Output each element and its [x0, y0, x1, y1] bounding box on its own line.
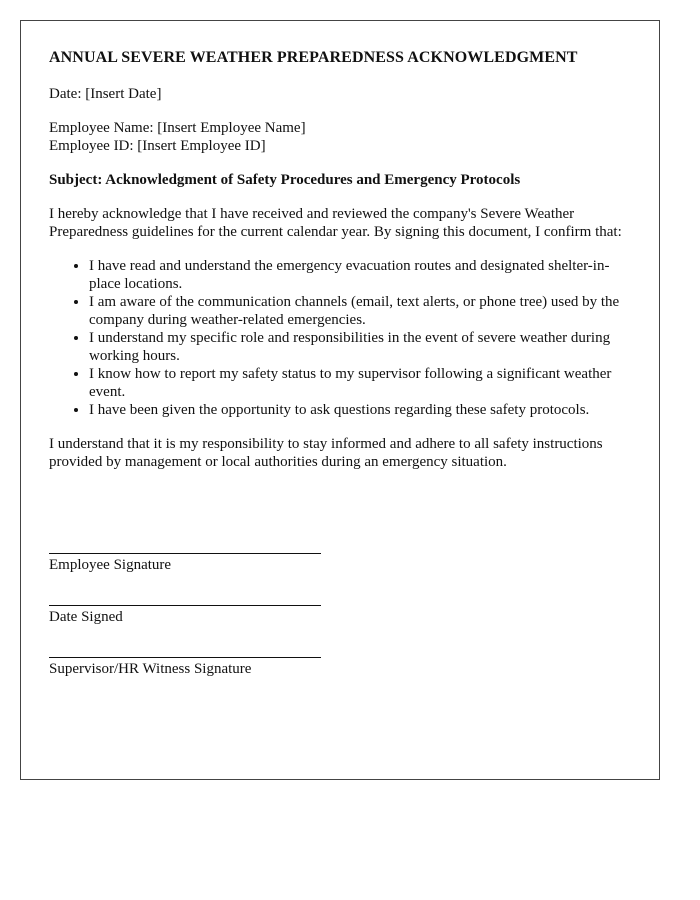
- date-signed-block: [49, 605, 321, 626]
- date-signed-line[interactable]: [49, 605, 321, 606]
- acknowledgment-list: [49, 257, 639, 419]
- subject-line: Subject: Acknowledgment of Safety Procedures and Emergency Protocols: [49, 172, 521, 188]
- intro-paragraph: I hereby acknowledge that I have received and reviewed the company's Severe Weather Preparedness guidelines for the current calendar year. By signing this document, I confirm that:: [49, 206, 622, 240]
- list-item: • I have been given the opportunity to ask questions regarding these safety protocols.: [89, 401, 639, 419]
- list-item: • I have read and understand the emergency evacuation routes and designated shelter-in-place locations.: [89, 257, 639, 293]
- employee-signature-block: [49, 553, 321, 574]
- closing-paragraph: I understand that it is my responsibility to stay informed and adhere to all safety instructions provided by management or local authorities during an emergency situation.: [49, 436, 603, 470]
- employee-signature-label: Employee Signature: [49, 557, 172, 573]
- employee-id-line: Employee ID: [Insert Employee ID]: [49, 138, 266, 154]
- witness-signature-block: [49, 657, 321, 678]
- witness-signature-line[interactable]: [49, 657, 321, 658]
- document-title: ANNUAL SEVERE WEATHER PREPAREDNESS ACKNOWLEDGMENT: [49, 49, 578, 66]
- employee-info: [49, 119, 639, 155]
- date-signed-label: Date Signed: [49, 609, 123, 625]
- employee-signature-line[interactable]: [49, 553, 321, 554]
- date-line: Date: [Insert Date]: [49, 86, 162, 102]
- document-body: [49, 49, 639, 471]
- employee-name-line: Employee Name: [Insert Employee Name]: [49, 120, 306, 136]
- list-item: • I understand my specific role and responsibilities in the event of severe weather during working hours.: [89, 329, 639, 365]
- document-page: [20, 20, 660, 780]
- list-item: • I am aware of the communication channels (email, text alerts, or phone tree) used by the company during weather-related emergencies.: [89, 293, 639, 329]
- list-item: • I know how to report my safety status to my supervisor following a significant weather event.: [89, 365, 639, 401]
- witness-signature-label: Supervisor/HR Witness Signature: [49, 661, 252, 677]
